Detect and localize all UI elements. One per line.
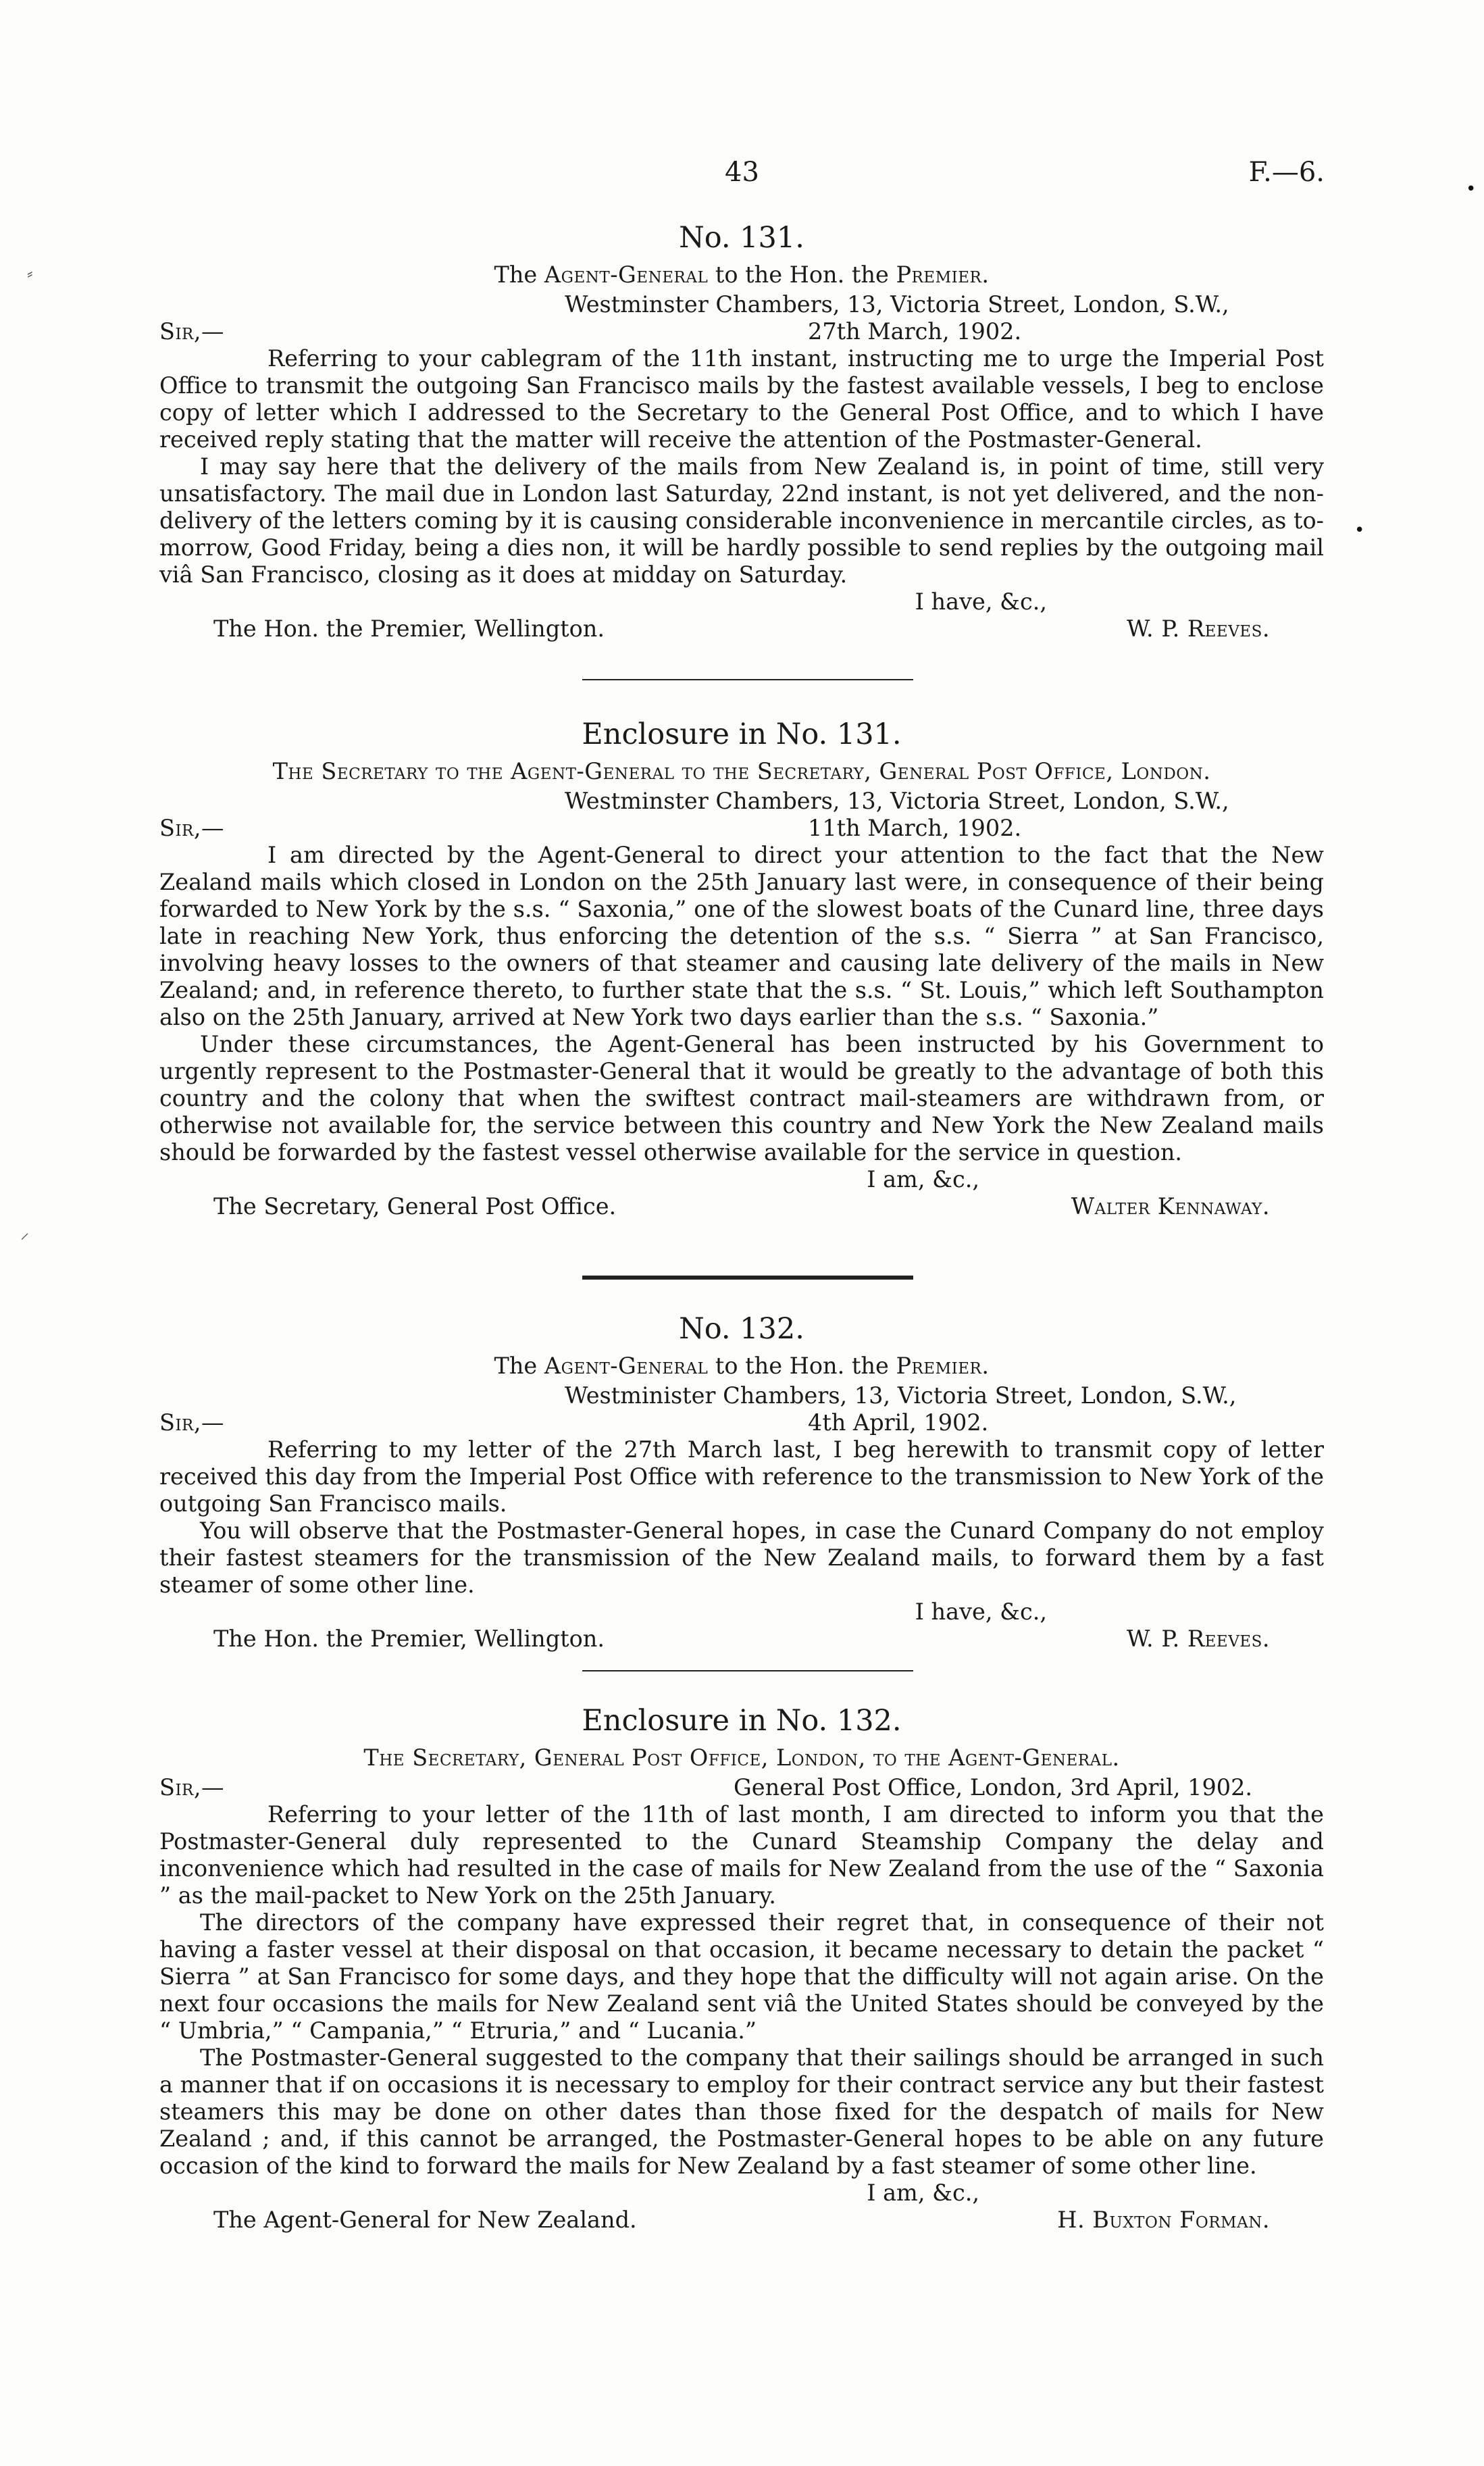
address-line: Westminster Chambers, 13, Victoria Street, London, S.W., — [565, 788, 1229, 814]
address-block — [159, 788, 1324, 842]
address-line: General Post Office, London, 3rd April, 1902. — [734, 1774, 1253, 1801]
section-divider — [582, 679, 913, 680]
letter-title: No. 132. — [679, 1312, 804, 1346]
address-line: Westminster Chambers, 13, Victoria Street, London, S.W., — [565, 291, 1229, 318]
scan-mark: ⸗ — [27, 263, 33, 284]
letter-heading: The Agent-General to the Hon. the Premier. — [494, 1353, 990, 1379]
signature: H. Buxton Forman. — [1057, 2207, 1270, 2233]
letter-date: 27th March, 1902. — [808, 318, 1022, 345]
recipient: The Hon. the Premier, Wellington. — [213, 615, 605, 642]
signature: Walter Kennaway. — [1071, 1193, 1270, 1219]
signature: W. P. Reeves. — [1126, 1626, 1270, 1652]
signature-row — [159, 2207, 1324, 2235]
signature-row — [159, 1193, 1324, 1222]
heading-to-prefix: to the Hon. the — [715, 1353, 889, 1379]
signature: W. P. Reeves. — [1126, 615, 1270, 642]
paragraph: Under these circumstances, the Agent-General has been instructed by his Government to urgently represent to the Postmaster-General that it would be greatly to the advantage of both this country and the colony that when the swiftest contract mail-steamers are withdrawn from, or otherwise not available for, the service between this country and New York the New Zealand mails should be forwarded by the fastest vessel otherwise available for the service in question. — [159, 1031, 1324, 1165]
address-line: Westminister Chambers, 13, Victoria Street, London, S.W., — [565, 1382, 1237, 1409]
salutation: Sir,— — [159, 1409, 225, 1436]
closing: I am, &c., — [867, 1166, 979, 1192]
letter-date: 4th April, 1902. — [808, 1409, 989, 1436]
letter-title: No. 131. — [679, 221, 804, 255]
paragraph: The directors of the company have expressed their regret that, in consequence of their not having a faster vessel at their disposal on that occasion, it became necessary to detain the packet “ Sierra ” at San Francisco for some days, and they hope that the difficulty will not again arise. On the next four occasions the mails for New Zealand sent viâ the United States should be conveyed by the “ Umbria,” “ Campania,” “ Etruria,” and “ Lucania.” — [159, 1909, 1324, 2044]
salutation: Sir,— — [159, 318, 225, 345]
heading-to-prefix: to the Hon. the — [715, 261, 889, 288]
page-header — [159, 157, 1325, 197]
recipient: The Agent-General for New Zealand. — [213, 2207, 637, 2233]
closing: I am, &c., — [867, 2180, 979, 2206]
paragraph: The Postmaster-General suggested to the company that their sailings should be arranged in such a manner that if on occasions it is necessary to employ for their contract service any but their fastest steamers this may be done on other dates than those fixed for the despatch of mails for New Zealand ; and, if this cannot be arranged, the Postmaster-General hopes to be able on any future occasion of the kind to forward the mails for New Zealand by a fast steamer of some other line. — [159, 2044, 1324, 2179]
salutation: Sir,— — [159, 815, 225, 841]
closing: I have, &c., — [915, 1599, 1047, 1625]
paragraph: I may say here that the delivery of the mails from New Zealand is, in point of time, still very unsatisfactory. The mail due in London last Saturday, 22nd instant, is not yet delivered, and the non-delivery of the letters coming by it is causing considerable inconvenience in mercantile circles, as to-morrow, Good Friday, being a dies non, it will be hardly possible to send replies by the outgoing mail viâ San Francisco, closing as it does at midday on Saturday. — [159, 453, 1324, 588]
letter-heading: The Agent-General to the Hon. the Premier. — [494, 261, 990, 288]
letter-date: 11th March, 1902. — [808, 815, 1022, 841]
letter-title: Enclosure in No. 131. — [582, 718, 902, 751]
paragraph: Referring to your letter of the 11th of last month, I am directed to inform you that the Postmaster-General duly represented to the Cunard Steamship Company the delay and inconvenience which had resulted in the case of mails for New Zealand from the use of the “ Saxonia ” as the mail-packet to New York on the 25th January. — [159, 1801, 1324, 1909]
letter-131 — [159, 220, 1324, 644]
section-divider — [582, 1276, 913, 1280]
paragraph: Referring to my letter of the 27th March last, I beg herewith to transmit copy of letter received this day from the Imperial Post Office with reference to the transmission to New York of the outgoing San Francisco mails. — [159, 1436, 1324, 1517]
letter-title: Enclosure in No. 132. — [582, 1704, 902, 1738]
enclosure-132 — [159, 1703, 1324, 2235]
paragraph: I am directed by the Agent-General to direct your attention to the fact that the New Zealand mails which closed in London on the 25th January last were, in consequence of their being forwarded to New York by the s.s. “ Saxonia,” one of the slowest boats of the Cunard line, three days late in reaching New York, thus enforcing the detention of the s.s. “ Sierra ” at San Francisco, involving heavy losses to the owners of that steamer and causing late delivery of the mails in New Zealand; and, in reference thereto, to further state that the s.s. “ St. Louis,” which left Southampton also on the 25th January, arrived at New York two days earlier than the s.s. “ Saxonia.” — [159, 842, 1324, 1030]
scan-dot: • — [1466, 179, 1477, 199]
heading-from: Agent-General — [544, 1353, 709, 1379]
heading-to: Premier. — [896, 261, 990, 288]
page-reference: F.—6. — [1248, 157, 1325, 188]
paragraph: You will observe that the Postmaster-General hopes, in case the Cunard Company do not employ their fastest steamers for the transmission of the New Zealand mails, to forward them by a fast steamer of some other line. — [159, 1517, 1324, 1598]
letter-132 — [159, 1311, 1324, 1654]
signature-row — [159, 1626, 1324, 1654]
address-block — [159, 291, 1324, 345]
letter-heading: The Secretary, General Post Office, London, to the Agent-General. — [363, 1744, 1120, 1771]
page-number: 43 — [725, 157, 759, 188]
address-block — [159, 1382, 1324, 1436]
signature-row — [159, 615, 1324, 644]
closing: I have, &c., — [915, 588, 1047, 615]
recipient: The Hon. the Premier, Wellington. — [213, 1626, 605, 1652]
letter-heading: The Secretary to the Agent-General to the Secretary, General Post Office, London. — [272, 758, 1211, 784]
heading-to: Premier. — [896, 1353, 990, 1379]
address-block — [159, 1774, 1324, 1801]
section-divider — [582, 1670, 913, 1671]
paragraph: Referring to your cablegram of the 11th instant, instructing me to urge the Imperial Post Office to transmit the outgoing San Francisco mails by the fastest available vessels, I beg to enclose copy of letter which I addressed to the Secretary to the General Post Office, and to which I have received reply stating that the matter will receive the attention of the Postmaster-General. — [159, 345, 1324, 453]
heading-from: Agent-General — [544, 261, 709, 288]
salutation: Sir,— — [159, 1774, 225, 1801]
scan-dot: • — [1354, 520, 1365, 540]
recipient: The Secretary, General Post Office. — [213, 1193, 617, 1219]
scan-mark: ⸝ — [20, 1223, 30, 1243]
enclosure-131 — [159, 716, 1324, 1222]
